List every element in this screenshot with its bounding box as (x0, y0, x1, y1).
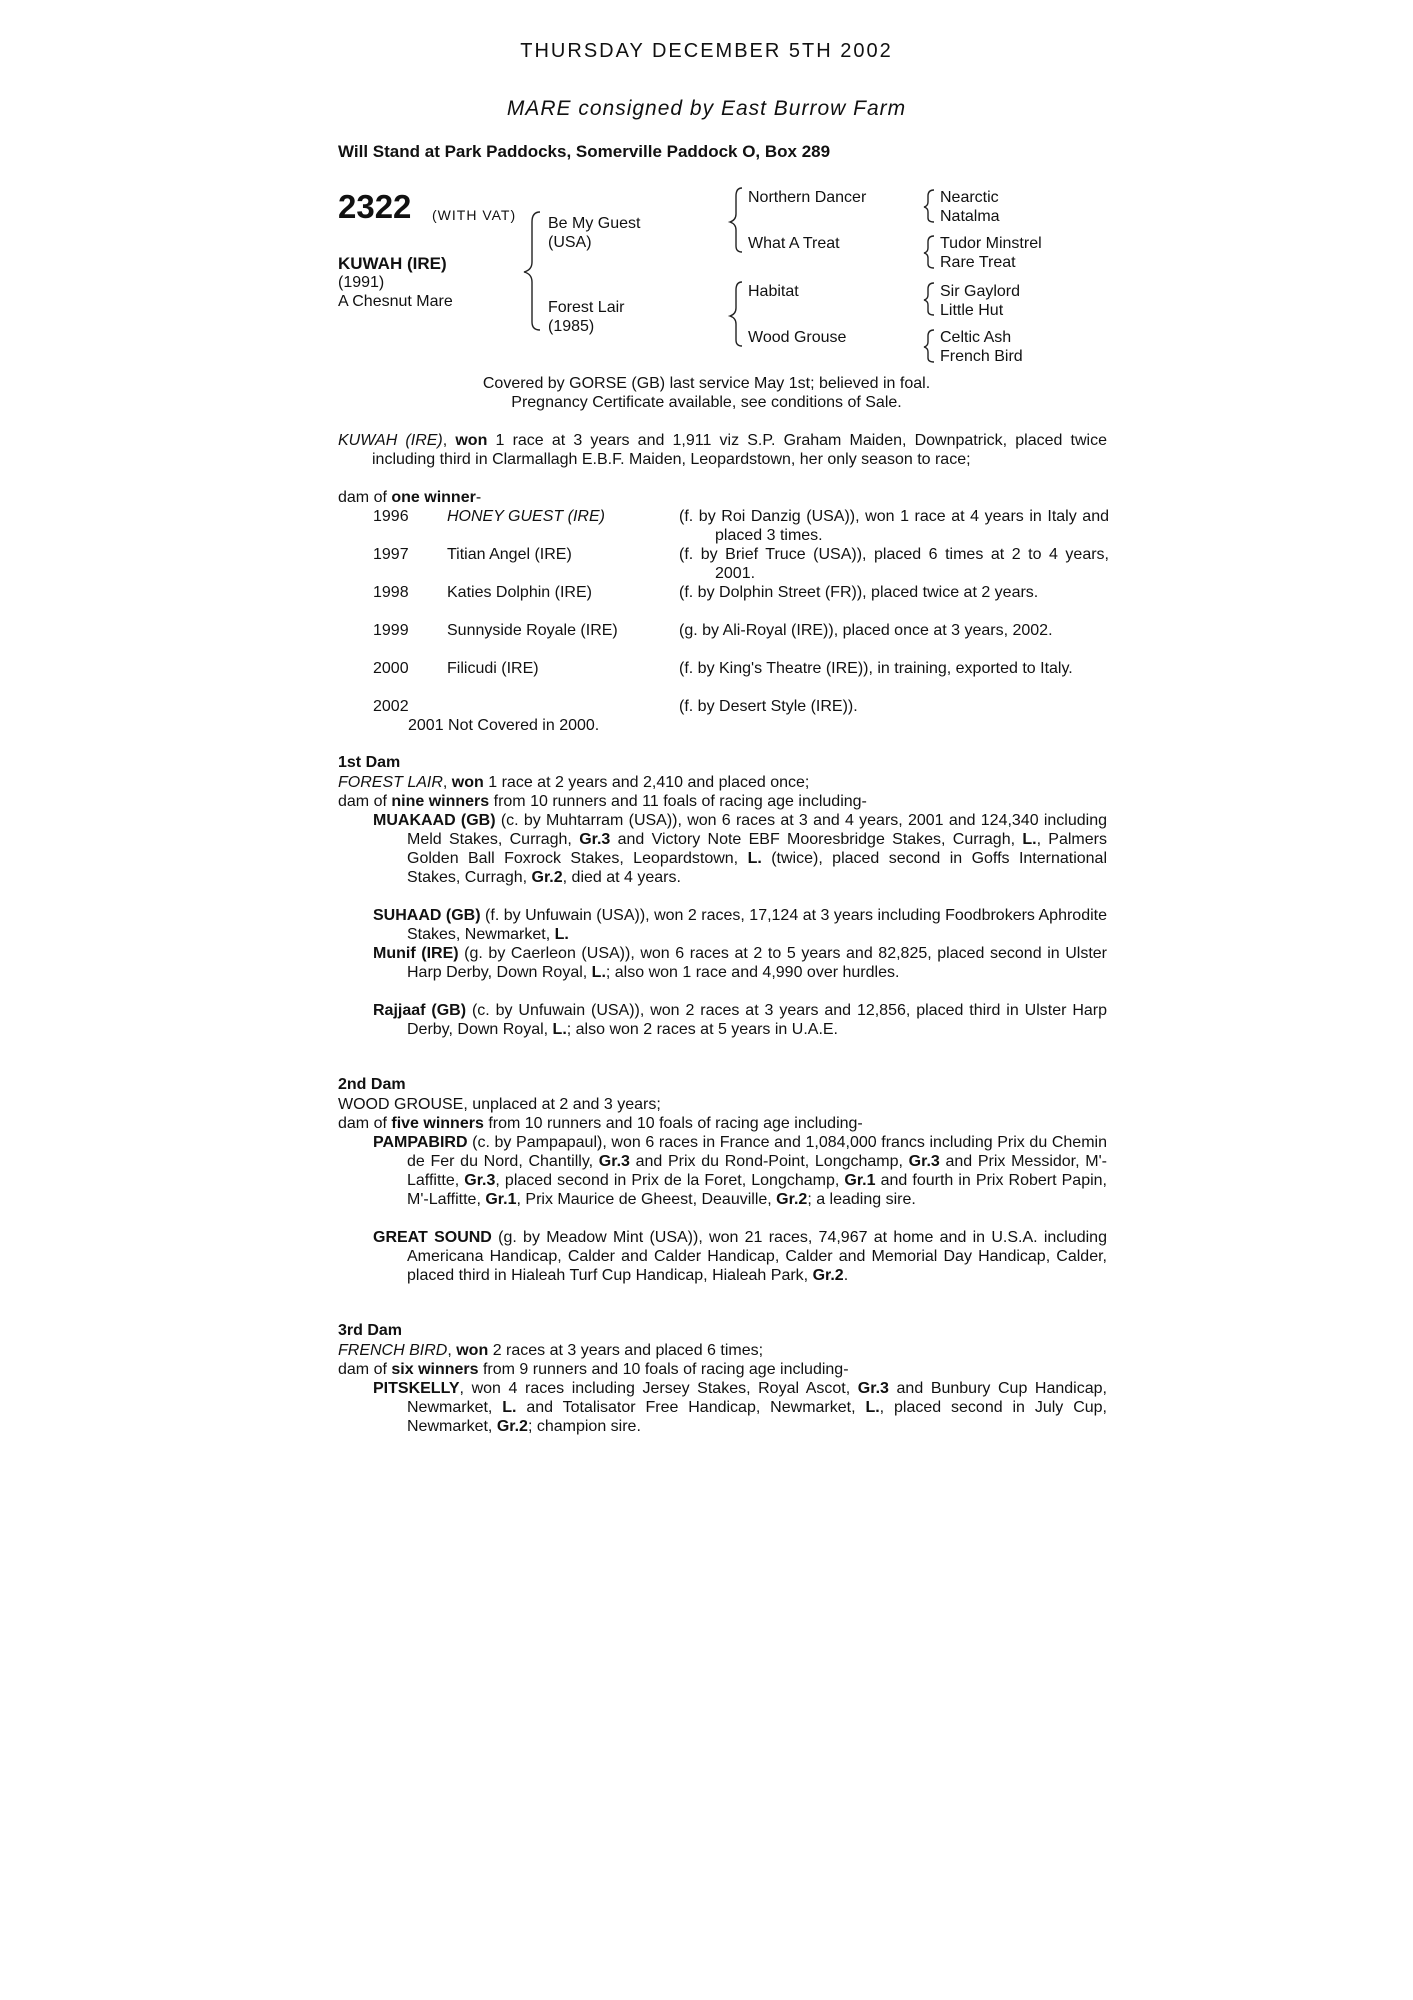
pedigree-dam-year: (1985) (548, 318, 595, 335)
pedigree-sire: Be My Guest (548, 215, 641, 232)
pedigree-ddd: French Bird (940, 348, 1023, 365)
mare-record: KUWAH (IRE), won 1 race at 3 years and 1,911 viz S.P. Graham Maiden, Downpatrick, placed twice including third in Clarmallagh E.B.F. Maiden, Leopardstown, her only season to race; (338, 432, 1107, 468)
third-dam-runner: PITSKELLY, won 4 races including Jersey Stakes, Royal Ascot, Gr.3 and Bunbury Cup Handicap, Newmarket, L. and Totalisator Free Handicap, Newmarket, L., placed second in July Cup, Newmarket, Gr.2; champion sire. (373, 1380, 1107, 1435)
pedigree-sss: Nearctic (940, 189, 999, 206)
first-dam-runner: MUAKAAD (GB) (c. by Muhtarram (USA)), won 6 races at 3 and 4 years, 2001 and 124,340 including Meld Stakes, Curragh, Gr.3 and Victory Note EBF Mooresbridge Stakes, Curragh, L., Palmers Golden Ball Foxrock Stakes, Leopardstown, L. (twice), placed second in Goffs International Stakes, Curragh, Gr.2, died at 4 years. (373, 812, 1108, 886)
horse-name: KUWAH (IRE) (338, 254, 447, 273)
pedigree-sire-sire: Northern Dancer (748, 189, 867, 206)
brace-ss (924, 190, 934, 222)
pedigree-sdd: Rare Treat (940, 254, 1016, 271)
not-covered-note: 2001 Not Covered in 2000. (408, 717, 600, 734)
pedigree-braces (0, 0, 1413, 380)
second-dam-runner: PAMPABIRD (c. by Pampapaul), won 6 races in France and 1,084,000 francs including Prix du Chemin de Fer du Nord, Chantilly, Gr.3 and Prix du Rond-Point, Longchamp, Gr.3 and Prix Messidor, M'-Laffitte, Gr.3, placed second in Prix de la Foret, Longchamp, Gr.1 and fourth in Prix Robert Papin, M'-Laffitte, Gr.1, Prix Maurice de Gheest, Deauville, Gr.2; a leading sire. (373, 1134, 1107, 1208)
first-dam-runner: Rajjaaf (GB) (c. by Unfuwain (USA)), won 2 races at 3 years and 12,856, placed third in Ulster Harp Derby, Down Royal, L.; also won 2 races at 5 years in U.A.E. (373, 1002, 1107, 1038)
third-dam-line: FRENCH BIRD, won 2 races at 3 years and placed 6 times; (338, 1342, 764, 1359)
pedigree-dam-dam: Wood Grouse (748, 329, 847, 346)
sale-date: THURSDAY DECEMBER 5TH 2002 (520, 40, 893, 62)
third-dam-heading: 3rd Dam (338, 1322, 403, 1339)
brace-sire (730, 188, 742, 252)
second-dam-heading: 2nd Dam (338, 1076, 406, 1093)
covering-line-2: Pregnancy Certificate available, see conditions of Sale. (511, 394, 902, 411)
first-dam-runner: Munif (IRE) (g. by Caerleon (USA)), won 6 races at 2 to 5 years and 82,825, placed second in Ulster Harp Derby, Down Royal, L.; also won 1 race and 4,990 over hurdles. (373, 945, 1108, 981)
vat-note: (WITH VAT) (432, 207, 517, 223)
covering-line-1: Covered by GORSE (GB) last service May 1st; believed in foal. (482, 375, 931, 392)
mare-dam-of: dam of one winner- (338, 489, 482, 506)
pedigree-sds: Tudor Minstrel (940, 235, 1042, 252)
second-dam-line: WOOD GROUSE, unplaced at 2 and 3 years; (338, 1096, 661, 1113)
third-dam-of: dam of six winners from 9 runners and 10 foals of racing age including- (338, 1361, 849, 1378)
brace-main (524, 212, 540, 330)
brace-sd (924, 236, 934, 268)
lot-number: 2322 (338, 188, 412, 225)
first-dam-heading: 1st Dam (338, 754, 401, 771)
second-dam-of: dam of five winners from 10 runners and 10 foals of racing age including- (338, 1115, 863, 1132)
pedigree-dam: Forest Lair (548, 299, 625, 316)
pedigree-dam-sire: Habitat (748, 283, 799, 300)
pedigree-sire-dam: What A Treat (748, 235, 840, 252)
produce-table: 1996 HONEY GUEST (IRE) (f. by Roi Danzig (USA)), won 1 race at 4 years in Italy and placed 3 times. 1997 Titian Angel (IRE) (f. by Brief Truce (USA)), placed 6 times at 2 to 4 years, 2001. 1998 Katies Dolphin (IRE) (f. by Dolphin Street (FR)), placed twice at 2 years. 1999 Sunnyside Royale (IRE) (g. by Ali-Royal (IRE)), placed once at 3 years, 2002. 2000 Filicudi (IRE) (f. by King's Theatre (IRE)), in training, exported to Italy. 2002 (f. by Desert Style (IRE)). (373, 508, 1109, 715)
brace-dd (924, 330, 934, 362)
pedigree-dsd: Little Hut (940, 302, 1004, 319)
first-dam-line: FOREST LAIR, won 1 race at 2 years and 2,410 and placed once; (338, 774, 810, 791)
horse-description: A Chesnut Mare (338, 293, 453, 310)
brace-dam (730, 282, 742, 346)
pedigree-sire-country: (USA) (548, 234, 592, 251)
second-dam-runner: GREAT SOUND (g. by Meadow Mint (USA)), won 21 races, 74,967 at home and in U.S.A. including Americana Handicap, Calder and Calder Handicap, Calder and Memorial Day Handicap, Calder, placed third in Hialeah Turf Cup Handicap, Hialeah Park, Gr.2. (373, 1229, 1107, 1284)
pedigree-ssd: Natalma (940, 208, 1000, 225)
pedigree-dds: Celtic Ash (940, 329, 1012, 346)
horse-year: (1991) (338, 274, 385, 291)
stand-location: Will Stand at Park Paddocks, Somerville Paddock O, Box 289 (338, 142, 831, 161)
brace-ds (924, 283, 934, 315)
first-dam-of: dam of nine winners from 10 runners and 11 foals of racing age including- (338, 793, 867, 810)
pedigree-dss: Sir Gaylord (940, 283, 1021, 300)
consignor: MARE consigned by East Burrow Farm (506, 97, 907, 120)
first-dam-runner: SUHAAD (GB) (f. by Unfuwain (USA)), won 2 races, 17,124 at 3 years including Foodbrokers Aphrodite Stakes, Newmarket, L. (373, 907, 1107, 943)
